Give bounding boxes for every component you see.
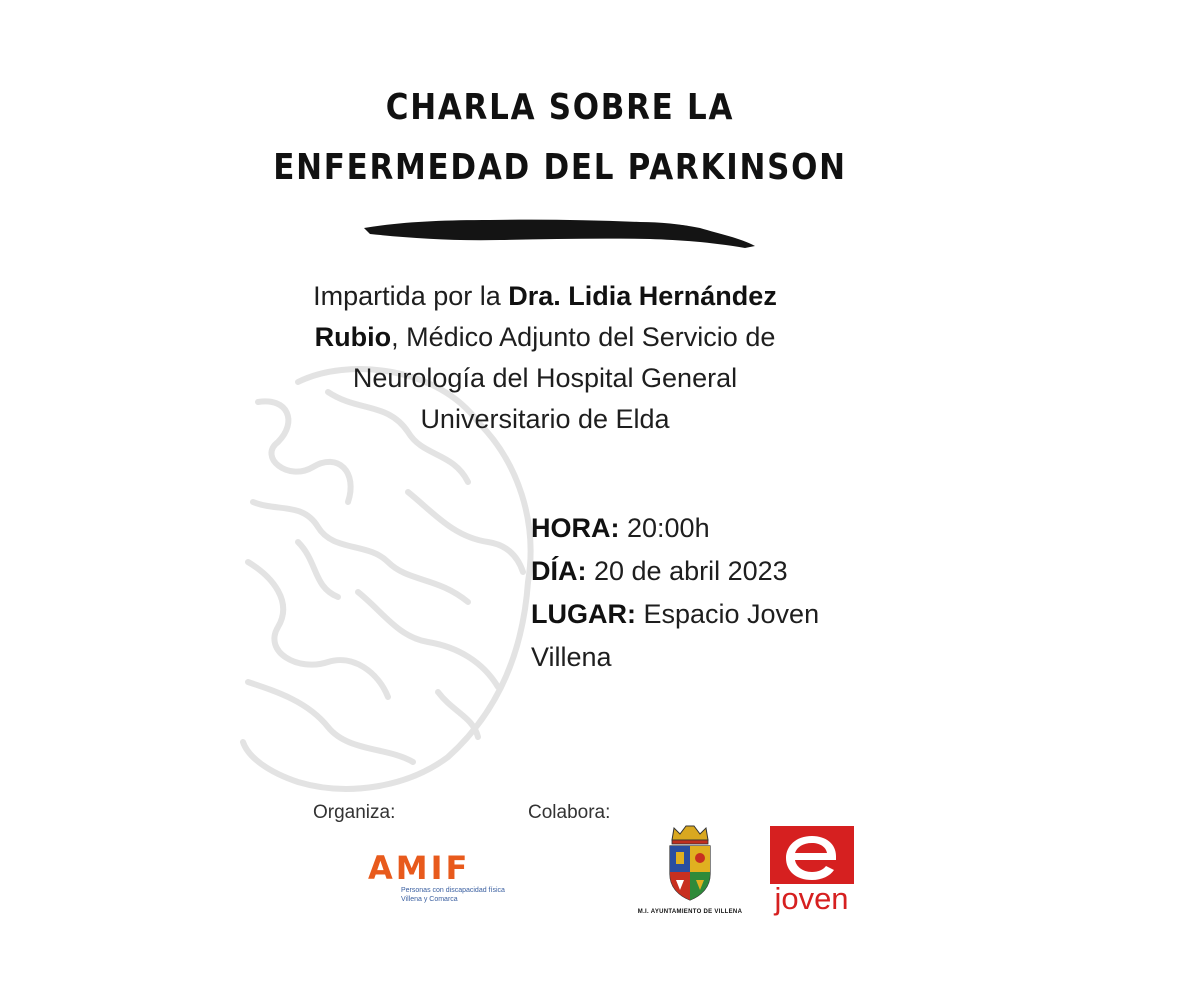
- amif-subtitle-1: Personas con discapacidad física: [401, 887, 505, 894]
- speaker-role-2: Neurología del Hospital General: [352, 363, 738, 393]
- ayuntamiento-caption: M.I. AYUNTAMIENTO DE VILLENA: [637, 909, 743, 915]
- lugar-value: Espacio Joven: [635, 599, 820, 629]
- joven-text: joven: [774, 881, 849, 916]
- amif-logo: [368, 850, 538, 904]
- colabora-label: Colabora:: [528, 802, 611, 823]
- lugar-value-2: Villena: [531, 642, 612, 672]
- speaker-role-3: Universitario de Elda: [420, 404, 670, 434]
- amif-name: AMIF: [368, 849, 471, 887]
- speaker-name-2: Rubio: [314, 322, 392, 352]
- event-title: [207, 78, 912, 198]
- speaker-info: [250, 276, 840, 440]
- dia-value: 20 de abril 2023: [586, 556, 788, 586]
- speaker-role-1: , Médico Adjunto del Servicio de: [391, 322, 776, 352]
- title-line-1: CHARLA SOBRE LA: [385, 87, 735, 128]
- hora-value: 20:00h: [619, 513, 710, 543]
- brush-stroke-divider: [360, 212, 760, 252]
- lugar-label: LUGAR:: [531, 599, 636, 629]
- coat-of-arms-icon: [660, 824, 720, 904]
- speaker-intro: Impartida por la: [313, 281, 509, 311]
- detail-lugar: [531, 593, 851, 636]
- organiza-label: Organiza:: [313, 802, 396, 823]
- e-joven-logo-icon: [764, 826, 859, 884]
- dia-label: DÍA:: [531, 556, 587, 586]
- ayuntamiento-logo: [630, 824, 750, 915]
- hora-label: HORA:: [531, 513, 620, 543]
- detail-hora: [531, 507, 851, 550]
- e-joven-logo: [764, 826, 859, 916]
- speaker-name-1: Dra. Lidia Hernández: [508, 281, 777, 311]
- event-details: [531, 507, 851, 679]
- title-line-2: ENFERMEDAD DEL PARKINSON: [273, 147, 847, 188]
- detail-dia: [531, 550, 851, 593]
- amif-subtitle-2: Villena y Comarca: [401, 896, 458, 903]
